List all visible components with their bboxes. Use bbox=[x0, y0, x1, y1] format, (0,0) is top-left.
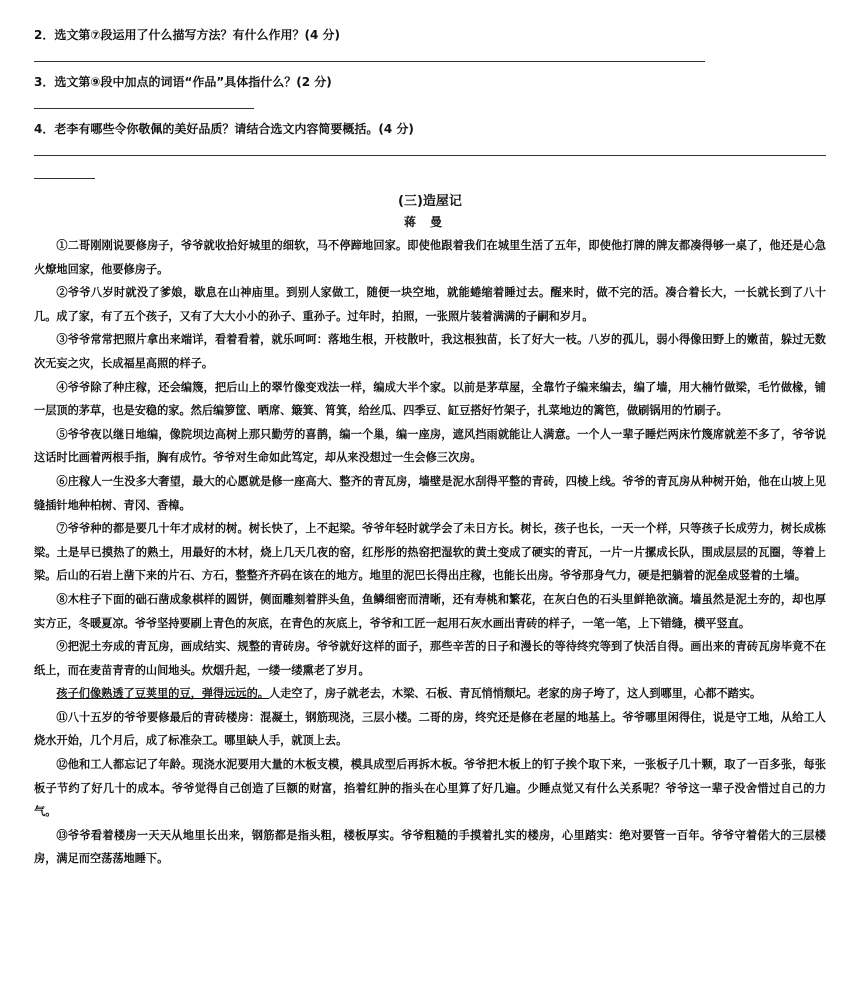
question-2: 2．选文第⑦段运用了什么描写方法？有什么作用？(4 分) bbox=[34, 28, 341, 42]
answer-line bbox=[34, 155, 826, 156]
article-body bbox=[34, 234, 826, 871]
paragraph-10 bbox=[34, 682, 826, 706]
paragraph-13: ⑬爷爷看着楼房一天天从地里长出来，钢筋都是指头粗，楼板厚实。爷爷粗糙的手摸着扎实的楼房，心里踏实：绝对要管一百年。爷爷守着偌大的三层楼房，满足而空荡荡地睡下。 bbox=[34, 827, 826, 866]
article-author: 蒋曼 bbox=[403, 215, 456, 229]
paragraph-4: ④爷爷除了种庄稼，还会编篾，把后山上的翠竹像变戏法一样，编成大半个家。以前是茅草屋，全靠竹子编来编去，编了墙，用大楠竹做梁，毛竹做椽，铺一层顶的茅草，也是安稳的家。然后编箩筐、晒席、簸箕、筲箕，给丝瓜、四季豆、缸豆搭好竹架子，扎菜地边的篱笆，做刷锅用的竹刷子。 bbox=[34, 379, 826, 418]
answer-line bbox=[34, 61, 705, 62]
paragraph-10-rest: 人走空了，房子就老去，木梁、石板、青瓦悄悄颓圮。老家的房子垮了，这人到哪里，心都不踏实。 bbox=[268, 686, 762, 701]
answer-line bbox=[34, 108, 254, 109]
paragraph-12: ⑫他和工人都忘记了年龄。现浇水泥要用大量的木板支模，模具成型后再拆木板。爷爷把木板上的钉子挨个取下来，一张板子几十颗，取了一百多张，每张板子节约了好几十的成本。爷爷觉得自己创造了巨额的财富，掐着红肿的指头在心里算了好几遍。少睡点觉又有什么关系呢？爷爷这一辈子没舍惜过自己的力气。 bbox=[34, 757, 826, 819]
paragraph-2: ②爷爷八岁时就没了爹娘，歇息在山神庙里。到别人家做工，随便一块空地，就能蜷缩着睡过去。醒来时，做不完的活。凑合着长大，一长就长到了八十几。成了家，有了五个孩子，又有了大大小小的孙子、重孙子。过年时，拍照，一张照片装着满满的子嗣和岁月。 bbox=[34, 285, 826, 323]
paragraph-11: ⑪八十五岁的爷爷要修最后的青砖楼房：混凝土，钢筋现浇，三层小楼。二哥的房，终究还是修在老屋的地基上。爷爷哪里闲得住，说是守工地，从给工人烧水开始，几个月后，成了标准杂工。哪里缺人手，就顶上去。 bbox=[34, 709, 826, 748]
paragraph-6: ⑥庄稼人一生没多大奢望，最大的心愿就是修一座高大、整齐的青瓦房，墙壁是泥水刮得平整的青砖，四棱上线。爷爷的青瓦房从种树开始，他在山坡上见缝插针地种柏树、青冈、香樟。 bbox=[34, 473, 826, 512]
paragraph-8: ⑧木柱子下面的础石凿成象棋样的圆饼，侧面雕刻着胖头鱼，鱼鳞细密而清晰，还有寿桃和繁花，在灰白色的石头里鲜艳欲滴。墙虽然是泥土夯的，却也厚实方正，冬暖夏凉。爷爷坚持要刷上青色的灰底，在青色的灰底上，爷爷和工匠一起用石灰水画出青砖的样子，一笔一笔，上下错缝，横平竖直。 bbox=[34, 591, 826, 630]
paragraph-7: ⑦爷爷种的都是要几十年才成材的树。树长快了，上不起梁。爷爷年轻时就学会了未日方长。树长，孩子也长，一天一个样，只等孩子长成劳力，树长成栋梁。土是早已摸热了的熟土，用最好的木材，烧上几天几夜的窑，红彤彤的热窑把湿软的黄土变成了硬实的青瓦，一片一片摞成长队，围成层层的瓦圈，等着上梁。后山的石岩上凿下来的片石、方石，整整齐齐码在该在的地方。地里的泥巴长得出庄稼，也能长出房。爷爷那身气力，硬是把躺着的泥垒成竖着的土墙。 bbox=[34, 521, 826, 583]
question-4: 4．老李有哪些令你敬佩的美好品质？请结合选文内容简要概括。(4 分) bbox=[34, 122, 414, 136]
article-title: (三)造屋记 bbox=[398, 194, 462, 209]
paragraph-9: ⑨把泥土夯成的青瓦房，画成结实、规整的青砖房。爷爷就好这样的面子，那些辛苦的日子和漫长的等待终究等到了快活自得。画出来的青砖瓦房毕竟不在纸上，而在麦苗青青的山间地头。炊烟升起，一缕一缕熏老了岁月。 bbox=[34, 639, 826, 677]
answer-line bbox=[34, 178, 95, 179]
question-3: 3．选文第⑨段中加点的词语“作品”具体指什么？(2 分) bbox=[34, 75, 332, 89]
paragraph-1: ①二哥刚刚说要修房子，爷爷就收拾好城里的细软，马不停蹄地回家。即使他跟着我们在城里生活了五年，即使他打牌的牌友都凑得够一桌了，他还是心急火燎地回家，他要修房子。 bbox=[34, 238, 826, 276]
paragraph-5: ⑤爷爷夜以继日地编，像院坝边高树上那只勤劳的喜鹊，编一个巢，编一座房，遮风挡雨就能让人满意。一个人一辈子睡烂两床竹篾席就差不多了，爷爷说这话时比画着两根手指，胸有成竹。爷爷对生命如此笃定，却从来没想过一生会修三次房。 bbox=[34, 426, 826, 465]
paragraph-3: ③爷爷常常把照片拿出来端详，看着看着，就乐呵呵：落地生根，开枝散叶，我这根独苗，长了好大一枝。八岁的孤儿，弱小得像田野上的嫩苗，躲过无数次无妄之灾，长成福星高照的样子。 bbox=[34, 332, 826, 370]
underlined-sentence: 孩子们像熟透了豆荚里的豆，弹得远远的。 bbox=[56, 686, 269, 701]
